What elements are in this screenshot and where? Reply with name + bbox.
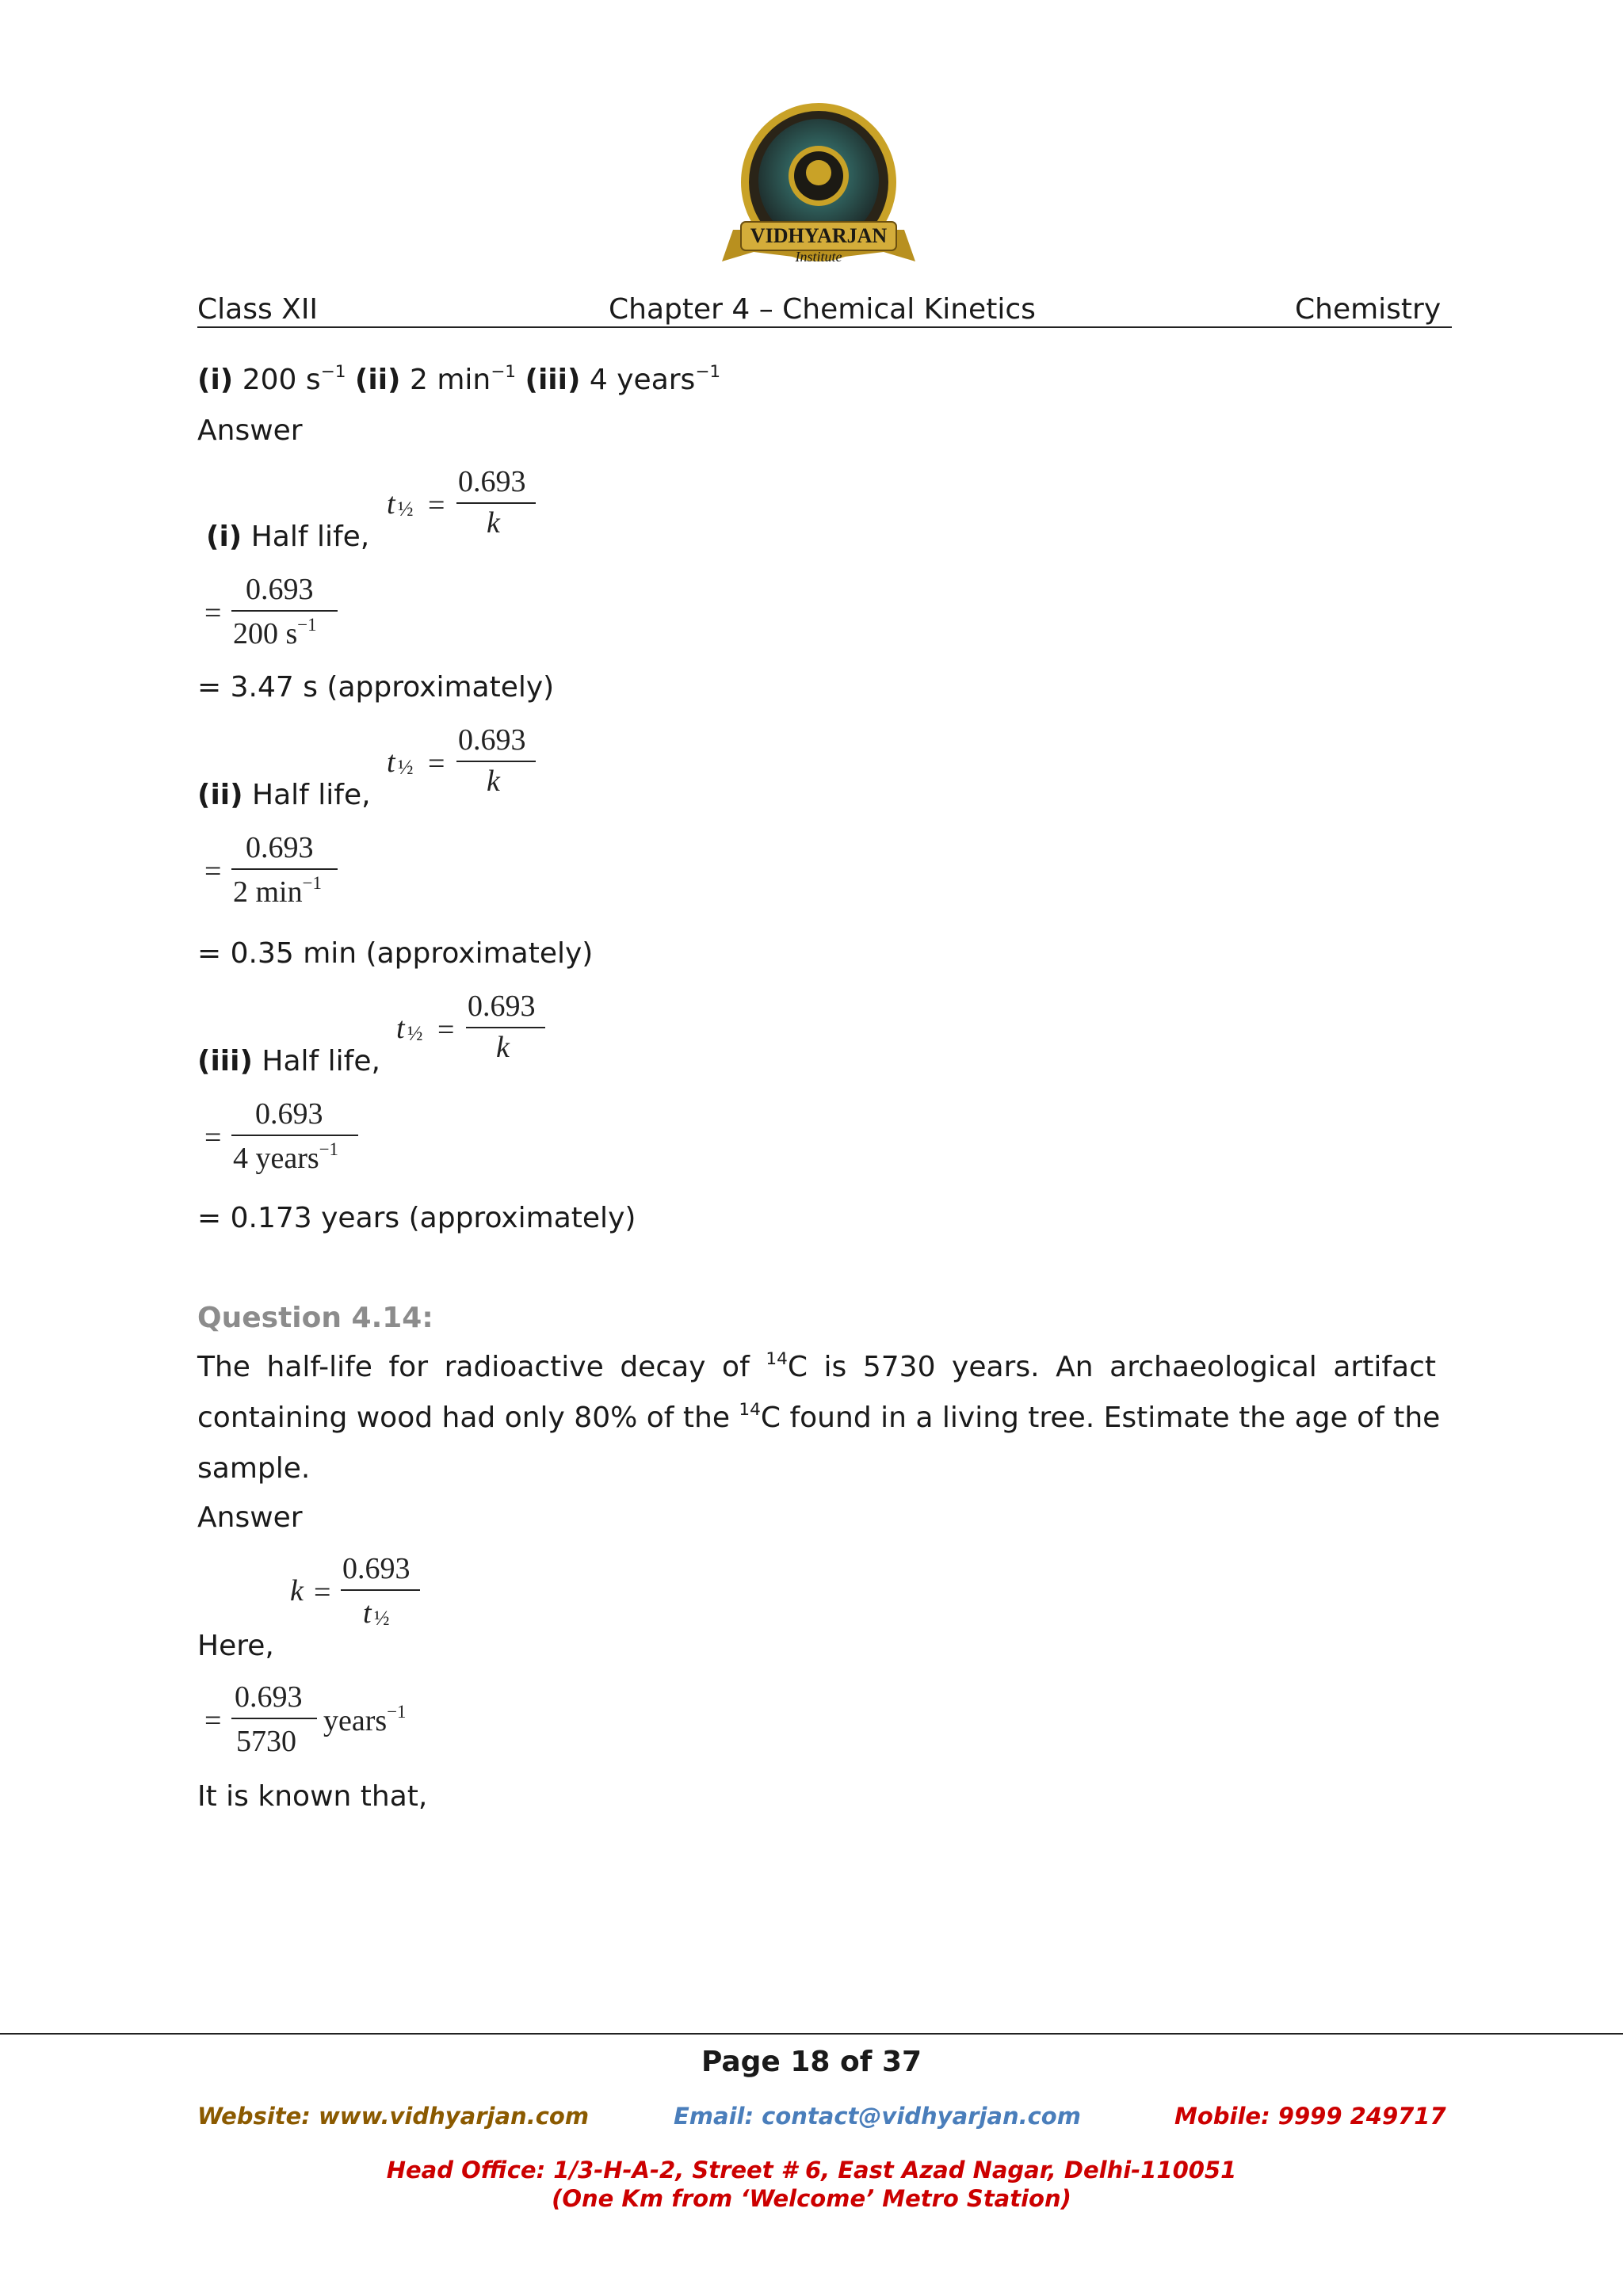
numerator: 0.693	[255, 1097, 323, 1131]
fraction-bar	[456, 761, 536, 762]
formula-k	[290, 1551, 433, 1654]
part-ii-text: Half life,	[252, 779, 371, 811]
formula-value-i	[204, 572, 363, 651]
footer-address-note: (One Km from ‘Welcome’ Metro Station)	[552, 2185, 1071, 2212]
footer-email[interactable]: Email: contact@vidhyarjan.com	[674, 2103, 1081, 2130]
fraction-bar	[466, 1027, 545, 1028]
numerator: 0.693	[468, 990, 536, 1023]
header-chapter: Chapter 4 – Chemical Kinetics	[609, 293, 1036, 326]
numerator: 0.693	[458, 465, 526, 498]
footer-rule	[0, 2033, 1623, 2035]
half-symbol: ½	[374, 1607, 390, 1630]
denominator-k: k	[496, 1031, 510, 1064]
denominator-k: k	[487, 506, 500, 540]
header-subject: Chemistry	[1295, 293, 1442, 326]
part-iii-text: Half life,	[262, 1045, 380, 1077]
logo-text: VIDHYARJAN	[750, 224, 888, 247]
answer-label: Answer	[197, 414, 303, 447]
formula-halflife-i	[387, 464, 537, 543]
result-iii: = 0.173 years (approximately)	[197, 1202, 636, 1234]
t-symbol: t	[363, 1596, 372, 1630]
formula-k-value	[204, 1680, 411, 1759]
equals: =	[428, 489, 445, 522]
question-line-3: sample.	[197, 1452, 311, 1485]
formula-value-iii	[204, 1097, 387, 1176]
fraction-bar	[231, 610, 338, 612]
fraction-bar	[231, 1718, 317, 1719]
intro-iii-val: 4 years	[589, 364, 696, 396]
numerator: 0.693	[235, 1680, 303, 1714]
result-ii: = 0.35 min (approximately)	[197, 937, 594, 970]
formula-halflife-ii	[387, 723, 537, 802]
t-symbol: t	[387, 487, 395, 521]
k-symbol: k	[290, 1574, 304, 1608]
result-i: = 3.47 s (approximately)	[197, 671, 555, 704]
part-i-label: (i)	[206, 521, 242, 553]
part-iii-line	[197, 1043, 380, 1081]
intro-iii-label: (iii)	[525, 364, 581, 396]
half-symbol: ½	[407, 1022, 423, 1045]
intro-iii-exp: −1	[695, 361, 721, 382]
equals: =	[204, 1704, 222, 1737]
vidhyarjan-logo	[717, 103, 920, 287]
answer-label-2: Answer	[197, 1501, 303, 1534]
denominator-k: k	[487, 765, 500, 798]
intro-i-label: (i)	[197, 364, 234, 396]
question-title: Question 4.14:	[197, 1302, 433, 1334]
part-iii-label: (iii)	[197, 1045, 253, 1077]
denominator: 200 $s^{-1}$	[233, 615, 317, 650]
logo-subtext: Institute	[795, 249, 842, 265]
fraction-bar	[231, 1135, 358, 1136]
known-label: It is known that,	[197, 1780, 428, 1813]
numerator: 0.693	[246, 831, 314, 864]
fraction-bar	[341, 1589, 420, 1591]
question-line-2: containing wood had only 80% of the $^{14}$C found in a living tree. Estimate the age of the	[197, 1399, 1441, 1434]
denominator: 5730	[236, 1725, 296, 1758]
here-label: Here,	[197, 1630, 274, 1662]
numerator: 0.693	[246, 573, 314, 606]
equals: =	[204, 855, 222, 888]
footer-address: Head Office: 1/3-H-A-2, Street # 6, East Azad Nagar, Delhi-110051	[386, 2157, 1237, 2183]
intro-ii-label: (ii)	[354, 364, 401, 396]
intro-ii-val: 2 min	[409, 364, 491, 396]
equals: =	[314, 1576, 331, 1609]
equals: =	[428, 747, 445, 780]
denominator: 2 $\min^{-1}$	[233, 873, 322, 909]
equals: =	[437, 1013, 455, 1047]
t-symbol: t	[396, 1012, 405, 1045]
footer-mobile: Mobile: 9999 249717	[1174, 2103, 1446, 2130]
question-line-1: The half-life for radioactive decay of $^{14}$C is 5730 years. An archaeological artifact	[197, 1348, 1436, 1383]
page-number: Page 18 of 37	[701, 2046, 922, 2078]
equals: =	[204, 597, 222, 630]
part-ii-line	[197, 776, 371, 814]
intro-i-val: 200 s	[242, 364, 321, 396]
intro-values	[197, 361, 720, 399]
part-i-text: Half life,	[250, 521, 370, 553]
formula-value-ii	[204, 830, 363, 910]
numerator: 0.693	[458, 723, 526, 757]
t-symbol: t	[387, 746, 395, 779]
header-class: Class XII	[197, 293, 319, 326]
part-ii-label: (ii)	[197, 779, 243, 811]
numerator: 0.693	[342, 1552, 411, 1585]
fraction-bar	[456, 502, 536, 504]
intro-ii-exp: −1	[491, 361, 517, 382]
equals: =	[204, 1121, 222, 1154]
formula-halflife-iii	[396, 989, 547, 1068]
part-i-line	[206, 518, 369, 556]
footer-website[interactable]: Website: www.vidhyarjan.com	[197, 2103, 590, 2130]
years-unit: years$^{-1}$	[323, 1702, 407, 1737]
fraction-bar	[231, 868, 338, 870]
denominator: 4 years$^{-1}$	[233, 1139, 338, 1175]
header-rule	[197, 326, 1452, 328]
intro-i-exp: −1	[320, 361, 346, 382]
half-symbol: ½	[398, 756, 414, 779]
half-symbol: ½	[398, 498, 414, 521]
